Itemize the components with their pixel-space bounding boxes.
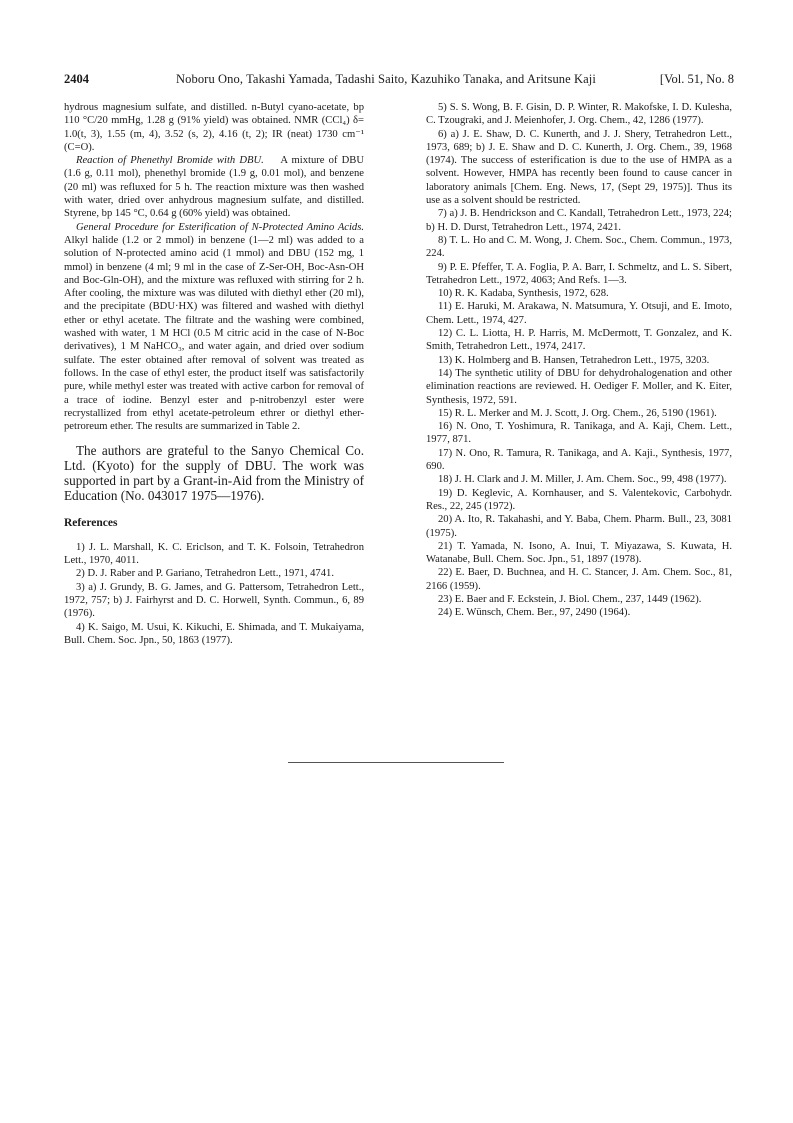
paragraph-title: Reaction of Phenethyl Bromide with DBU. bbox=[76, 155, 264, 167]
page-number: 2404 bbox=[64, 72, 89, 86]
reference-item: 18) J. H. Clark and J. M. Miller, J. Am. Chem. Soc., 99, 498 (1977). bbox=[438, 474, 727, 486]
reference-item: 2) D. J. Raber and P. Gariano, Tetrahedron Lett., 1971, 4741. bbox=[76, 568, 334, 580]
paragraph-body: A mixture of DBU (1.6 g, 0.11 mol), phenethyl bromide (1.9 g, 0.01 mol), and benzene (20 ml) was refluxed for 5 h. The reaction mixture was then washed with water, dried over anhydrous magnesium sulfate, and distilled. Styrene, bp 145 °C, 0.64 g (60% yield) was obtained. bbox=[64, 155, 364, 220]
reference-item: 19) D. Keglevic, A. Kornhauser, and S. Valentekovic, Carbohydr. Res., 22, 245 (1972). bbox=[426, 487, 732, 512]
reference-item: 4) K. Saigo, M. Usui, K. Kikuchi, E. Shimada, and T. Mukaiyama, Bull. Chem. Soc. Jpn., 50, 1863 (1977). bbox=[64, 621, 364, 646]
paragraph-esterification bbox=[64, 221, 364, 434]
reference-item: 14) The synthetic utility of DBU for dehydrohalogenation and other elimination reactions are reviewed. H. Oediger F. Moller, and K. Eiter, Synthesis, 1972, 591. bbox=[426, 367, 732, 406]
paragraph-body: Alkyl halide (1.2 or 2 mmol) in benzene (1—2 ml) was added to a solution of N-protected amino acid (1 mmol) and DBU (152 mg, 1 mmol) in benzene (4 ml; 9 ml in the case of Z-Ser-OH, Boc-Asn-OH and Boc-Gln-OH), and the mixture was refluxed with stirring for 2 h. After cooling, the mixture was was diluted with diethyl ether (20 ml), and the precipitate (BDU·HX) was filtered and washed with diethyl ether or ethyl acetate. The filtrate and the washing were combined, washed with water, 1 M HCl (0.5 M citric acid in the case of N-Boc derivatives), 1 M NaHCO₃, and water again, and dried over sodium sulfate. The ester obtained after removal of solvent was treated as follows. In the case of ethyl ester, the product itself was satisfactorily pure, while methyl ester was treated with active carbon for removal of a trace of iodine. Benzyl ester and p-nitrobenzyl ester were recrystallized from ethyl acetate-petroleum ethrer or diethyl ether-petroreum ether. The results are summarized in Table 2. bbox=[64, 234, 364, 433]
reference-item: 5) S. S. Wong, B. F. Gisin, D. P. Winter, R. Makofske, I. D. Kulesha, C. Tzougraki, and J. Meienhofer, J. Org. Chem., 42, 1286 (1977). bbox=[426, 102, 732, 127]
references-heading: References bbox=[64, 517, 118, 530]
acknowledgment: The authors are grateful to the Sanyo Chemical Co. Ltd. (Kyoto) for the supply of DBU. The work was supported in part by a Grant-in-Aid from the Ministry of Education (No. 043017 1975—1976). bbox=[64, 443, 364, 504]
reference-item: 1) J. L. Marshall, K. C. Ericlson, and T. K. Folsoin, Tetrahedron Lett., 1970, 4011. bbox=[64, 541, 364, 567]
right-column bbox=[426, 101, 732, 620]
running-header bbox=[64, 72, 734, 88]
left-column bbox=[64, 101, 364, 647]
reference-item: 22) E. Baer, D. Buchnea, and H. C. Stancer, J. Am. Chem. Soc., 81, 2166 (1959). bbox=[426, 567, 732, 592]
reference-item: 20) A. Ito, R. Takahashi, and Y. Baba, Chem. Pharm. Bull., 23, 3081 (1975). bbox=[426, 514, 732, 539]
reference-item: 11) E. Haruki, M. Arakawa, N. Matsumura, Y. Otsuji, and E. Imoto, Chem. Lett., 1974, 427. bbox=[426, 301, 732, 326]
paragraph-phenethyl bbox=[64, 154, 364, 220]
header-volume: [Vol. 51, No. 8 bbox=[659, 72, 734, 86]
reference-item: 21) T. Yamada, N. Isono, A. Inui, T. Miyazawa, S. Kuwata, H. Watanabe, Bull. Chem. Soc. Jpn., 51, 1897 (1978). bbox=[426, 540, 732, 566]
reference-item: 15) R. L. Merker and M. J. Scott, J. Org. Chem., 26, 5190 (1961). bbox=[438, 407, 717, 419]
reference-item: 17) N. Ono, R. Tamura, R. Tanikaga, and A. Kaji., Synthesis, 1977, 690. bbox=[426, 447, 732, 473]
reference-item: 13) K. Holmberg and B. Hansen, Tetrahedron Lett., 1975, 3203. bbox=[438, 354, 710, 366]
end-rule-divider bbox=[288, 762, 504, 763]
reference-item: 12) C. L. Liotta, H. P. Harris, M. McDermott, T. Gonzalez, and K. Smith, Tetrahedron Lett., 1974, 2417. bbox=[426, 328, 732, 353]
reference-item: 24) E. Wünsch, Chem. Ber., 97, 2490 (1964). bbox=[438, 607, 631, 619]
paragraph-continuation: hydrous magnesium sulfate, and distilled. n-Butyl cyano-acetate, bp 110 °C/20 mmHg, 1.28 g (91% yield) was obtained. NMR (CCl₄) δ= 1.0(t, 3), 1.55 (m, 4), 3.52 (s, 2), 4.16 (t, 2); IR (neat) 1730 cm⁻¹ (C=O). bbox=[64, 102, 364, 153]
reference-item: 9) P. E. Pfeffer, T. A. Foglia, P. A. Barr, I. Schmeltz, and L. S. Sibert, Tetrahedron Lett., 1972, 4063; And Refs. 1—3. bbox=[426, 261, 732, 286]
reference-item: 10) R. K. Kadaba, Synthesis, 1972, 628. bbox=[438, 288, 609, 300]
paragraph-title: General Procedure for Esterification of N-Protected Amino Acids. bbox=[76, 221, 364, 233]
reference-item: 6) a) J. E. Shaw, D. C. Kunerth, and J. J. Shery, Tetrahedron Lett., 1973, 689; b) J. E. Shaw and D. C. Kunerth, J. Org. Chem., 39, 1968 (1974). The success of esterification is due to the use of HMPA as a solvent. However, HMPA has recently been found to cause cancer in laboratory animals [Chem. Eng. News, 17, (Sept 29, 1975)]. Thus its use as a solvent should be restricted. bbox=[426, 128, 732, 207]
reference-item: 16) N. Ono, T. Yoshimura, R. Tanikaga, and A. Kaji, Chem. Lett., 1977, 871. bbox=[426, 421, 732, 446]
reference-item: 7) a) J. B. Hendrickson and C. Kandall, Tetrahedron Lett., 1973, 224; b) H. D. Durst, Tetrahedron Lett., 1974, 2421. bbox=[426, 208, 732, 233]
reference-item: 3) a) J. Grundy, B. G. James, and G. Pattersom, Tetrahedron Lett., 1972, 757; b) J. Fairhyrst and D. C. Horwell, Synth. Commun., 6, 89 (1976). bbox=[64, 581, 364, 620]
reference-item: 8) T. L. Ho and C. M. Wong, J. Chem. Soc., Chem. Commun., 1973, 224. bbox=[426, 234, 732, 260]
header-authors: Noboru Ono, Takashi Yamada, Tadashi Saito, Kazuhiko Tanaka, and Aritsune Kaji bbox=[176, 72, 596, 86]
reference-item: 23) E. Baer and F. Eckstein, J. Biol. Chem., 237, 1449 (1962). bbox=[438, 593, 702, 605]
